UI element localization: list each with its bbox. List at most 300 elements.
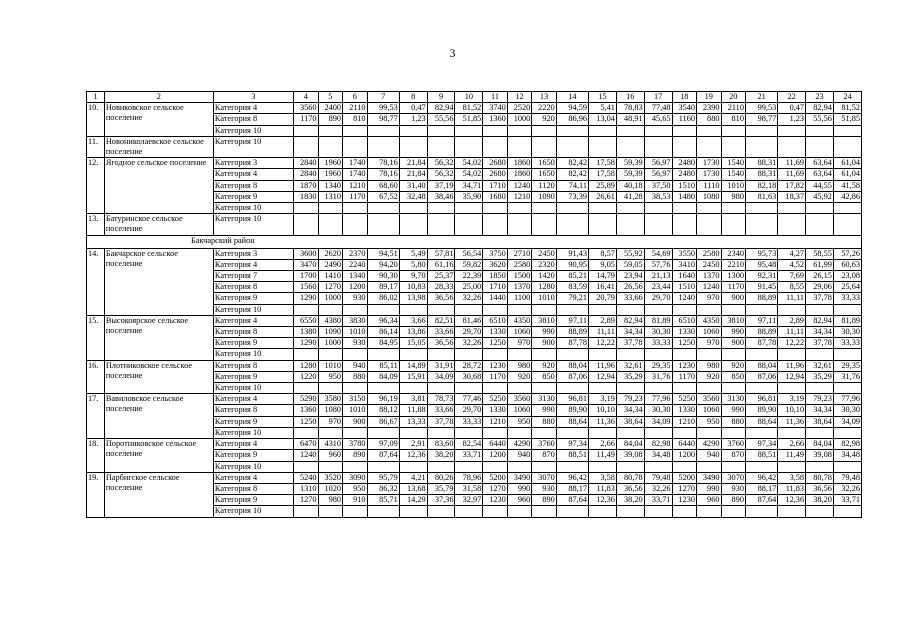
value-cell: 3580	[318, 394, 342, 405]
value-cell: 1650	[532, 169, 556, 180]
value-cell: 850	[532, 371, 556, 382]
value-cell: 42,86	[833, 191, 861, 202]
value-cell: 1480	[672, 191, 696, 202]
value-cell: 3600	[294, 248, 318, 259]
value-cell: 32,48	[399, 191, 427, 202]
header-cell: 12	[507, 92, 531, 103]
value-cell	[672, 506, 696, 517]
value-cell: 38,20	[806, 495, 834, 506]
value-cell: 2400	[318, 103, 342, 114]
value-cell: 1960	[318, 169, 342, 180]
value-cell: 1020	[318, 483, 342, 494]
table-row	[87, 158, 862, 169]
value-cell	[294, 427, 318, 438]
value-cell	[672, 461, 696, 472]
category-cell: Категория 10	[213, 214, 293, 235]
value-cell: 86,32	[367, 483, 399, 494]
value-cell: 1000	[318, 293, 342, 304]
value-cell	[455, 383, 483, 394]
value-cell	[589, 125, 617, 136]
value-cell	[343, 136, 367, 157]
value-cell	[721, 506, 745, 517]
value-cell	[399, 136, 427, 157]
value-cell: 55,92	[616, 248, 644, 259]
value-cell: 3830	[343, 315, 367, 326]
value-cell: 33,71	[455, 450, 483, 461]
value-cell: 11,11	[778, 327, 806, 338]
value-cell	[507, 125, 531, 136]
value-cell: 82,42	[556, 158, 588, 169]
value-cell	[644, 506, 672, 517]
value-cell	[745, 136, 777, 157]
value-cell: 1440	[483, 293, 507, 304]
value-cell	[455, 125, 483, 136]
value-cell	[343, 349, 367, 360]
value-cell	[616, 461, 644, 472]
value-cell: 990	[721, 327, 745, 338]
value-cell	[367, 461, 399, 472]
value-cell	[697, 506, 721, 517]
value-cell: 11,69	[778, 158, 806, 169]
value-cell	[318, 383, 342, 394]
value-cell	[532, 383, 556, 394]
value-cell: 4350	[507, 315, 531, 326]
value-cell	[427, 427, 455, 438]
value-cell: 90,30	[367, 271, 399, 282]
value-cell: 36,56	[427, 338, 455, 349]
value-cell	[616, 136, 644, 157]
value-cell	[483, 461, 507, 472]
settlement-number: 19.	[87, 472, 105, 517]
value-cell: 84,04	[616, 439, 644, 450]
header-cell: 6	[343, 92, 367, 103]
value-cell	[318, 304, 342, 315]
category-cell: Категория 4	[213, 472, 293, 483]
value-cell: 1270	[483, 483, 507, 494]
value-cell: 1710	[483, 282, 507, 293]
category-cell: Категория 8	[213, 360, 293, 371]
value-cell: 32,26	[455, 338, 483, 349]
value-cell: 3560	[294, 103, 318, 114]
value-cell: 4,52	[778, 259, 806, 270]
value-cell: 79,23	[806, 394, 834, 405]
value-cell: 1370	[697, 271, 721, 282]
value-cell	[672, 203, 696, 214]
value-cell	[778, 349, 806, 360]
value-cell: 17,58	[589, 158, 617, 169]
value-cell: 32,61	[616, 360, 644, 371]
value-cell	[778, 203, 806, 214]
value-cell: 82,42	[556, 169, 588, 180]
value-cell: 2370	[343, 248, 367, 259]
value-cell: 35,29	[616, 371, 644, 382]
value-cell: 79,48	[833, 472, 861, 483]
value-cell: 30,30	[644, 327, 672, 338]
category-cell: Категория 9	[213, 371, 293, 382]
value-cell	[367, 506, 399, 517]
value-cell: 2450	[697, 259, 721, 270]
value-cell: 58,55	[806, 248, 834, 259]
value-cell	[427, 203, 455, 214]
category-cell: Категория 4	[213, 394, 293, 405]
value-cell	[343, 304, 367, 315]
value-cell: 57,81	[427, 248, 455, 259]
value-cell: 1510	[672, 180, 696, 191]
value-cell: 1250	[672, 338, 696, 349]
value-cell: 91,45	[745, 282, 777, 293]
value-cell	[507, 383, 531, 394]
value-cell: 79,21	[556, 293, 588, 304]
value-cell: 12,36	[399, 450, 427, 461]
value-cell: 21,84	[399, 169, 427, 180]
value-cell: 3760	[532, 439, 556, 450]
page-number: 3	[449, 46, 456, 60]
value-cell: 1330	[672, 327, 696, 338]
value-cell	[507, 349, 531, 360]
value-cell: 78,96	[455, 472, 483, 483]
value-cell: 1240	[697, 282, 721, 293]
value-cell: 31,40	[399, 180, 427, 191]
value-cell: 1090	[318, 327, 342, 338]
value-cell: 950	[697, 416, 721, 427]
value-cell	[806, 304, 834, 315]
value-cell	[507, 304, 531, 315]
value-cell: 950	[507, 416, 531, 427]
table-row	[87, 248, 862, 259]
value-cell	[589, 136, 617, 157]
value-cell: 38,20	[616, 495, 644, 506]
value-cell	[455, 214, 483, 235]
value-cell: 3150	[343, 394, 367, 405]
value-cell: 45,65	[644, 114, 672, 125]
value-cell: 8,57	[589, 248, 617, 259]
value-cell: 61,04	[833, 158, 861, 169]
value-cell: 1410	[318, 271, 342, 282]
value-cell: 82,98	[644, 439, 672, 450]
value-cell	[318, 214, 342, 235]
value-cell: 82,94	[427, 103, 455, 114]
value-cell: 3410	[672, 259, 696, 270]
value-cell: 1860	[507, 169, 531, 180]
value-cell	[399, 125, 427, 136]
value-cell: 2840	[294, 169, 318, 180]
value-cell: 5,80	[399, 259, 427, 270]
value-cell: 3620	[483, 259, 507, 270]
value-cell: 95,79	[367, 472, 399, 483]
value-cell	[721, 214, 745, 235]
value-cell: 86,14	[367, 327, 399, 338]
value-cell: 920	[532, 114, 556, 125]
value-cell: 41,58	[833, 180, 861, 191]
value-cell: 1010	[721, 180, 745, 191]
value-cell: 32,26	[644, 483, 672, 494]
value-cell: 1270	[672, 483, 696, 494]
value-cell: 26,56	[616, 282, 644, 293]
value-cell	[745, 383, 777, 394]
value-cell: 96,34	[367, 315, 399, 326]
value-cell	[745, 349, 777, 360]
value-cell: 13,98	[399, 293, 427, 304]
value-cell: 39,08	[806, 450, 834, 461]
value-cell	[833, 349, 861, 360]
value-cell	[507, 427, 531, 438]
value-cell: 56,32	[427, 169, 455, 180]
value-cell: 51,85	[833, 114, 861, 125]
value-cell	[589, 304, 617, 315]
value-cell: 33,71	[833, 495, 861, 506]
value-cell	[697, 214, 721, 235]
value-cell: 10,10	[778, 405, 806, 416]
value-cell: 37,19	[427, 180, 455, 191]
value-cell: 97,09	[367, 439, 399, 450]
header-cell: 8	[399, 92, 427, 103]
value-cell: 10,10	[589, 405, 617, 416]
value-cell: 77,96	[644, 394, 672, 405]
value-cell: 1640	[672, 271, 696, 282]
table-row	[87, 214, 862, 235]
value-cell: 12,94	[778, 371, 806, 382]
value-cell: 3,19	[778, 394, 806, 405]
header-cell: 2	[104, 92, 213, 103]
value-cell: 78,83	[616, 103, 644, 114]
value-cell	[616, 427, 644, 438]
value-cell	[778, 461, 806, 472]
value-cell: 9,70	[399, 271, 427, 282]
value-cell	[697, 136, 721, 157]
value-cell: 5200	[483, 472, 507, 483]
value-cell: 82,98	[833, 439, 861, 450]
value-cell	[556, 383, 588, 394]
category-cell: Категория 10	[213, 136, 293, 157]
value-cell	[616, 214, 644, 235]
value-cell: 38,64	[616, 416, 644, 427]
value-cell: 82,54	[455, 439, 483, 450]
value-cell: 14,79	[589, 271, 617, 282]
value-cell	[483, 506, 507, 517]
value-cell: 55,56	[806, 114, 834, 125]
value-cell	[532, 214, 556, 235]
value-cell	[697, 427, 721, 438]
value-cell	[556, 349, 588, 360]
category-cell: Категория 9	[213, 338, 293, 349]
value-cell: 920	[721, 360, 745, 371]
category-cell: Категория 4	[213, 315, 293, 326]
value-cell	[343, 214, 367, 235]
category-cell: Категория 9	[213, 416, 293, 427]
value-cell	[833, 383, 861, 394]
value-cell	[556, 203, 588, 214]
district-row	[87, 235, 862, 248]
value-cell: 7,69	[778, 271, 806, 282]
value-cell: 2,66	[589, 439, 617, 450]
value-cell: 34,09	[833, 416, 861, 427]
value-cell: 1010	[343, 327, 367, 338]
category-cell: Категория 4	[213, 259, 293, 270]
value-cell: 940	[343, 360, 367, 371]
value-cell: 980	[697, 360, 721, 371]
value-cell: 3090	[343, 472, 367, 483]
value-cell: 2450	[532, 248, 556, 259]
value-cell: 3550	[672, 248, 696, 259]
value-cell: 1170	[721, 282, 745, 293]
value-cell: 1210	[483, 416, 507, 427]
category-cell: Категория 4	[213, 169, 293, 180]
value-cell: 1300	[721, 271, 745, 282]
value-cell: 4350	[697, 315, 721, 326]
category-cell: Категория 3	[213, 248, 293, 259]
value-cell: 54,69	[644, 248, 672, 259]
value-cell	[644, 203, 672, 214]
value-cell: 28,33	[427, 282, 455, 293]
settlement-number: 18.	[87, 439, 105, 473]
value-cell: 78,16	[367, 158, 399, 169]
value-cell: 88,51	[556, 450, 588, 461]
settlement-number: 16.	[87, 360, 105, 394]
value-cell: 6470	[294, 439, 318, 450]
value-cell: 11,88	[399, 405, 427, 416]
value-cell	[778, 136, 806, 157]
value-cell	[778, 214, 806, 235]
value-cell: 88,89	[556, 327, 588, 338]
value-cell: 5,41	[589, 103, 617, 114]
value-cell: 34,09	[427, 371, 455, 382]
value-cell: 1000	[507, 114, 531, 125]
value-cell: 57,26	[833, 248, 861, 259]
value-cell	[455, 427, 483, 438]
value-cell: 980	[318, 495, 342, 506]
value-cell: 9,05	[589, 259, 617, 270]
category-cell: Категория 3	[213, 158, 293, 169]
value-cell: 81,52	[455, 103, 483, 114]
value-cell: 940	[697, 450, 721, 461]
value-cell: 95,73	[745, 248, 777, 259]
value-cell: 940	[507, 450, 531, 461]
settlement-number: 11.	[87, 136, 105, 157]
value-cell: 3130	[721, 394, 745, 405]
value-cell: 5290	[294, 394, 318, 405]
header-cell: 19	[697, 92, 721, 103]
value-cell: 12,94	[589, 371, 617, 382]
settlement-number: 14.	[87, 248, 105, 315]
value-cell: 990	[532, 327, 556, 338]
value-cell: 94,59	[556, 103, 588, 114]
value-cell: 2320	[532, 259, 556, 270]
value-cell: 1200	[483, 450, 507, 461]
table-row	[87, 360, 862, 371]
value-cell: 13,86	[399, 327, 427, 338]
value-cell	[399, 214, 427, 235]
value-cell: 86,02	[367, 293, 399, 304]
value-cell: 84,04	[806, 439, 834, 450]
value-cell: 11,83	[778, 483, 806, 494]
value-cell: 77,46	[455, 394, 483, 405]
value-cell: 89,17	[367, 282, 399, 293]
value-cell: 4290	[507, 439, 531, 450]
value-cell: 12,22	[589, 338, 617, 349]
value-cell: 97,11	[556, 315, 588, 326]
value-cell: 81,52	[833, 103, 861, 114]
value-cell: 2390	[697, 103, 721, 114]
category-cell: Категория 9	[213, 191, 293, 202]
value-cell: 45,92	[806, 191, 834, 202]
value-cell: 34,34	[806, 405, 834, 416]
value-cell: 94,51	[367, 248, 399, 259]
value-cell	[483, 427, 507, 438]
value-cell	[294, 461, 318, 472]
value-cell: 1680	[483, 191, 507, 202]
value-cell	[721, 125, 745, 136]
category-cell: Категория 10	[213, 203, 293, 214]
value-cell	[745, 506, 777, 517]
value-cell: 3,58	[778, 472, 806, 483]
value-cell: 4310	[318, 439, 342, 450]
value-cell: 1270	[318, 282, 342, 293]
value-cell: 91,43	[556, 248, 588, 259]
value-cell	[483, 136, 507, 157]
value-cell: 970	[697, 293, 721, 304]
value-cell: 3070	[532, 472, 556, 483]
value-cell: 22,39	[455, 271, 483, 282]
value-cell: 29,70	[455, 405, 483, 416]
value-cell: 87,64	[556, 495, 588, 506]
value-cell	[697, 461, 721, 472]
value-cell	[697, 304, 721, 315]
settlement-name: Парбигское сельское поселение	[104, 472, 213, 517]
value-cell: 99,53	[367, 103, 399, 114]
settlement-number: 12.	[87, 158, 105, 214]
value-cell: 0,47	[399, 103, 427, 114]
value-cell: 3740	[483, 103, 507, 114]
value-cell: 1250	[294, 416, 318, 427]
header-cell: 10	[455, 92, 483, 103]
value-cell: 87,06	[556, 371, 588, 382]
value-cell: 5,49	[399, 248, 427, 259]
value-cell: 12,36	[589, 495, 617, 506]
value-cell: 88,89	[745, 327, 777, 338]
value-cell: 1740	[343, 169, 367, 180]
value-cell	[644, 304, 672, 315]
header-cell: 7	[367, 92, 399, 103]
value-cell	[644, 427, 672, 438]
value-cell	[556, 461, 588, 472]
value-cell: 3810	[532, 315, 556, 326]
value-cell: 3,58	[589, 472, 617, 483]
value-cell	[399, 506, 427, 517]
value-cell: 990	[697, 483, 721, 494]
value-cell: 2,66	[778, 439, 806, 450]
value-cell: 81,89	[833, 315, 861, 326]
value-cell	[532, 506, 556, 517]
value-cell: 31,91	[427, 360, 455, 371]
category-cell: Категория 10	[213, 349, 293, 360]
value-cell	[672, 214, 696, 235]
value-cell: 63,64	[806, 169, 834, 180]
value-cell	[589, 506, 617, 517]
value-cell: 32,26	[833, 483, 861, 494]
value-cell: 1330	[483, 327, 507, 338]
value-cell: 1310	[318, 191, 342, 202]
value-cell: 870	[532, 450, 556, 461]
value-cell	[589, 349, 617, 360]
value-cell: 900	[721, 293, 745, 304]
value-cell	[616, 203, 644, 214]
value-cell: 11,11	[589, 327, 617, 338]
value-cell	[644, 125, 672, 136]
value-cell: 14,29	[399, 495, 427, 506]
value-cell	[745, 461, 777, 472]
value-cell	[294, 214, 318, 235]
value-cell: 56,97	[644, 169, 672, 180]
